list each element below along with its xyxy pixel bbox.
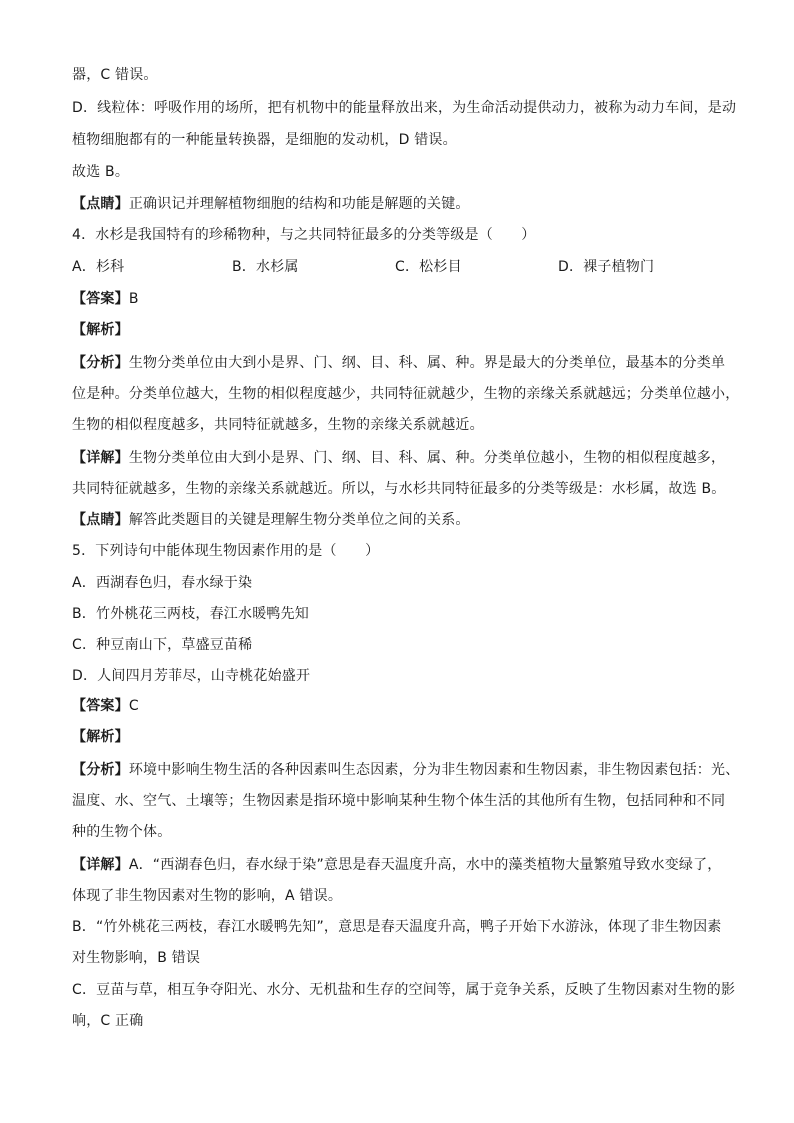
option-b: B．水杉属 <box>232 259 299 275</box>
paragraph-text: A．“西湖春色归，春水绿于染”意思是春天温度升高，水中的藻类植物大量繁殖导致水变绿了， <box>128 857 722 873</box>
text-line <box>72 761 740 779</box>
note-text: 解答此类题目的关键是理解生物分类单位之间的关系。 <box>128 512 470 528</box>
text-line: 生物的相似程度越多，共同特征就越多，生物的亲缘关系就越近。 <box>72 417 484 433</box>
option-d: D．裸子植物门 <box>558 259 655 275</box>
text-line: 体现了非生物因素对生物的影响，A 错误。 <box>72 888 343 904</box>
note-line <box>72 195 732 213</box>
text-line: 对生物影响，B 错误 <box>72 950 201 966</box>
paragraph-text: 生物分类单位由大到小是界、门、纲、目、科、属、种。分类单位越小，生物的相似程度越多， <box>128 450 726 466</box>
note-line <box>72 511 732 529</box>
option-c: C．松杉目 <box>395 259 462 275</box>
section-tag: 【分析】 <box>72 762 129 778</box>
section-tag: 【分析】 <box>72 355 129 371</box>
section-tag: 【解析】 <box>72 322 129 338</box>
analysis-heading <box>72 728 732 746</box>
answer-line <box>72 290 732 308</box>
text-line: C．豆苗与草，相互争夺阳光、水分、无机盐和生存的空间等，属于竞争关系，反映了生物因素对生物的影 <box>72 982 736 998</box>
section-tag: 【答案】 <box>72 291 129 307</box>
text-line: 响，C 正确 <box>72 1013 144 1029</box>
text-line: 故选 B。 <box>72 164 130 180</box>
text-line <box>72 856 732 874</box>
answer-value: C <box>128 698 139 714</box>
section-tag: 【点睛】 <box>72 196 129 212</box>
text-line <box>72 449 732 467</box>
analysis-heading <box>72 321 732 339</box>
option-d: D．人间四月芳菲尽，山寺桃花始盛开 <box>72 668 311 684</box>
text-line <box>72 354 732 372</box>
section-tag: 【答案】 <box>72 698 129 714</box>
text-line: 植物细胞都有的一种能量转换器，是细胞的发动机，D 错误。 <box>72 132 457 148</box>
option-a: A．杉科 <box>72 259 125 275</box>
answer-value: B <box>128 291 139 307</box>
answer-line <box>72 697 732 715</box>
option-c: C．种豆南山下，草盛豆苗稀 <box>72 637 253 653</box>
question-4-options <box>72 258 732 276</box>
paragraph-text: 生物分类单位由大到小是界、门、纲、目、科、属、种。界是最大的分类单位，最基本的分类单 <box>128 355 726 371</box>
text-line: D．线粒体：呼吸作用的场所，把有机物中的能量释放出来，为生命活动提供动力，被称为动力车间，是动 <box>72 100 737 116</box>
section-tag: 【点睛】 <box>72 512 129 528</box>
option-a: A．西湖春色归，春水绿于染 <box>72 575 253 591</box>
section-tag: 【详解】 <box>72 857 129 873</box>
section-tag: 【详解】 <box>72 450 129 466</box>
text-line: 温度、水、空气、土壤等；生物因素是指环境中影响某种生物个体生活的其他所有生物，包括同种和不同 <box>72 793 726 809</box>
option-b: B．竹外桃花三两枝，春江水暖鸭先知 <box>72 606 310 622</box>
section-tag: 【解析】 <box>72 729 129 745</box>
note-text: 正确识记并理解植物细胞的结构和功能是解题的关键。 <box>128 196 470 212</box>
question-4: 4．水杉是我国特有的珍稀物种，与之共同特征最多的分类等级是（ ） <box>72 227 536 243</box>
text-line: 器，C 错误。 <box>72 67 158 83</box>
text-line: 位是种。分类单位越大，生物的相似程度越少，共同特征就越少，生物的亲缘关系就越远；分类单位越小， <box>72 386 740 402</box>
question-5: 5．下列诗句中能体现生物因素作用的是（ ） <box>72 543 380 559</box>
paragraph-text: 环境中影响生物生活的各种因素叫生态因素，分为非生物因素和生物因素，非生物因素包括：光、 <box>128 762 740 778</box>
text-line: 种的生物个体。 <box>72 824 172 840</box>
text-line: 共同特征就越多，生物的亲缘关系就越近。所以，与水杉共同特征最多的分类等级是：水杉属，故选 B。 <box>72 481 726 497</box>
text-line: B．“竹外桃花三两枝，春江水暖鸭先知”，意思是春天温度升高，鸭子开始下水游泳，体现了非生物因素 <box>72 919 722 935</box>
